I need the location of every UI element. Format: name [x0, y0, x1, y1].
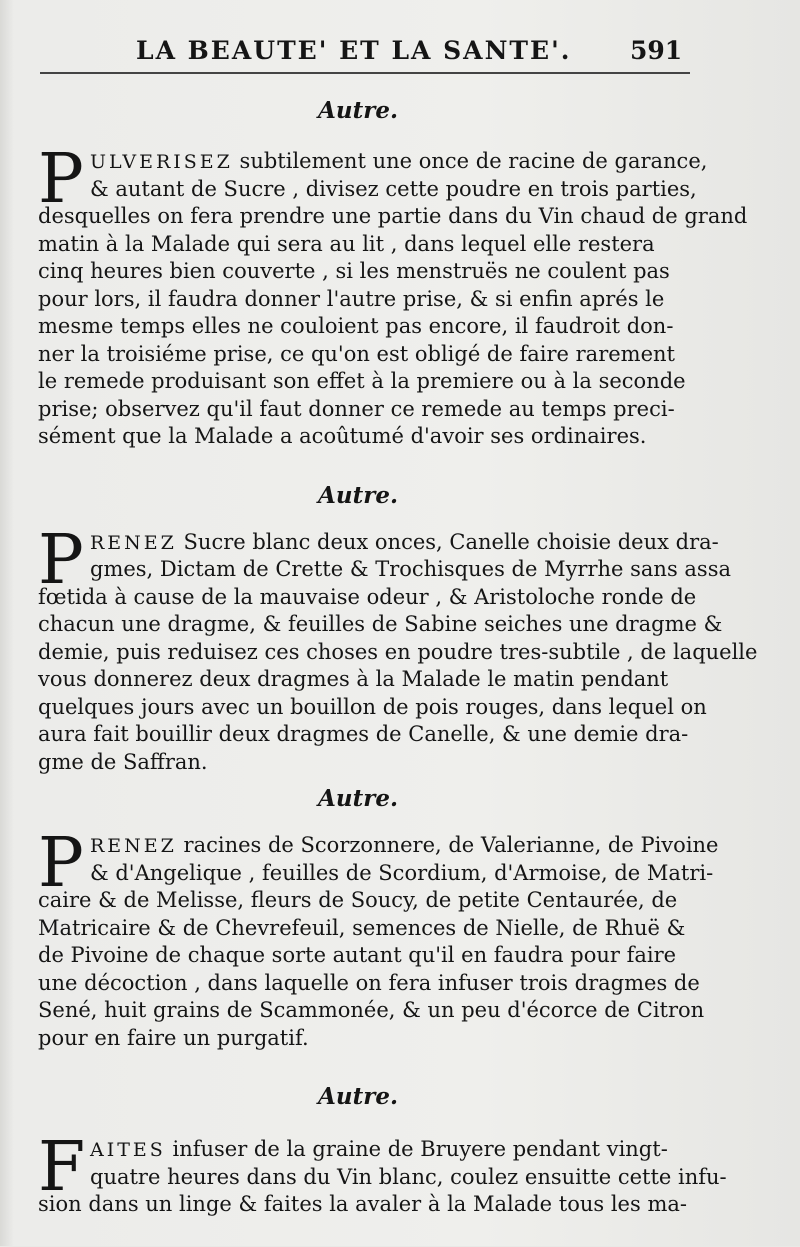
text-line: matin à la Malade qui sera au lit , dans lequel elle restera	[38, 231, 655, 256]
section-heading: Autre.	[318, 785, 398, 812]
text-line: quelques jours avec un bouillon de pois rouges, dans lequel on	[38, 694, 707, 719]
text-line: RENEZ racines de Scorzonnere, de Valerianne, de Pivoine	[90, 833, 719, 857]
opening-word: RENEZ	[90, 531, 177, 554]
drop-cap: P	[38, 520, 84, 600]
paragraph	[38, 140, 748, 451]
text-line: de Pivoine de chaque sorte autant qu'il en faudra pour faire	[38, 943, 677, 967]
paragraph	[38, 520, 758, 777]
text-line: AITES infuser de la graine de Bruyere pendant vingt-	[90, 1137, 668, 1161]
text-line: Sené, huit grains de Scammonée, & un peu d'écorce de Citron	[38, 998, 705, 1022]
text-line: sément que la Malade a acoûtumé d'avoir ses ordinaires.	[38, 424, 647, 448]
text-line: gme de Saffran.	[38, 749, 208, 774]
page-number: 591	[630, 36, 683, 65]
drop-cap: P	[38, 824, 84, 903]
text-line: Matricaire & de Chevrefeuil, semences de Nielle, de Rhuë &	[38, 915, 686, 940]
running-head: LA BEAUTE' ET LA SANTE'.	[136, 36, 572, 65]
text-line: quatre heures dans du Vin blanc, coulez ensuitte cette infu-	[90, 1164, 727, 1189]
text-line: caire & de Melisse, fleurs de Soucy, de petite Centaurée, de	[38, 888, 678, 912]
text-line: prise; observez qu'il faut donner ce remede au temps preci-	[38, 396, 675, 421]
section-heading: Autre.	[318, 97, 398, 124]
text-line: vous donnerez deux dragmes à la Malade le matin pendant	[38, 667, 669, 691]
page-header	[0, 28, 800, 78]
text-line: & d'Angelique , feuilles de Scordium, d'Armoise, de Matri-	[90, 860, 714, 885]
text-line: aura fait bouillir deux dragmes de Canelle, & une demie dra-	[38, 722, 689, 746]
text-line: pour en faire un purgatif.	[38, 1025, 309, 1050]
text-line: ner la troisiéme prise, ce qu'on est obligé de faire rarement	[38, 341, 675, 366]
section-heading: Autre.	[318, 481, 398, 509]
text-line: ULVERISEZ subtilement une once de racine de garance,	[90, 149, 708, 173]
header-rule	[40, 72, 690, 74]
drop-cap: P	[38, 140, 84, 219]
section-heading: Autre.	[318, 1083, 398, 1110]
text-line: RENEZ Sucre blanc deux onces, Canelle choisie deux dra-	[90, 529, 719, 554]
text-line: fœtida à cause de la mauvaise odeur , & Aristoloche ronde de	[38, 584, 697, 609]
paragraph	[38, 1128, 727, 1219]
text-line: sion dans un linge & faites la avaler à la Malade tous les ma-	[38, 1192, 687, 1216]
text-line: mesme temps elles ne couloient pas encore, il faudroit don-	[38, 314, 674, 338]
drop-cap: F	[38, 1128, 86, 1207]
text-line: gmes, Dictam de Crette & Trochisques de Myrrhe sans assa	[90, 557, 732, 581]
text-line: cinq heures bien couverte , si les menstruës ne coulent pas	[38, 259, 670, 283]
text-line: & autant de Sucre , divisez cette poudre en trois parties,	[90, 176, 697, 201]
page-body	[38, 94, 758, 1247]
text-line: chacun une dragme, & feuilles de Sabine seiches une dragme &	[38, 612, 723, 636]
opening-word: ULVERISEZ	[90, 151, 233, 173]
text-line: une décoction , dans laquelle on fera infuser trois dragmes de	[38, 970, 700, 995]
text-line: pour lors, il faudra donner l'autre prise, & si enfin aprés le	[38, 286, 665, 311]
text-line: demie, puis reduisez ces choses en poudre tres-subtile , de laquelle	[38, 639, 758, 664]
text-line: le remede produisant son effet à la premiere ou à la seconde	[38, 369, 686, 393]
opening-word: AITES	[90, 1139, 166, 1161]
text-line: desquelles on fera prendre une partie dans du Vin chaud de grand	[38, 204, 748, 228]
opening-word: RENEZ	[90, 835, 177, 857]
paragraph	[38, 824, 719, 1052]
